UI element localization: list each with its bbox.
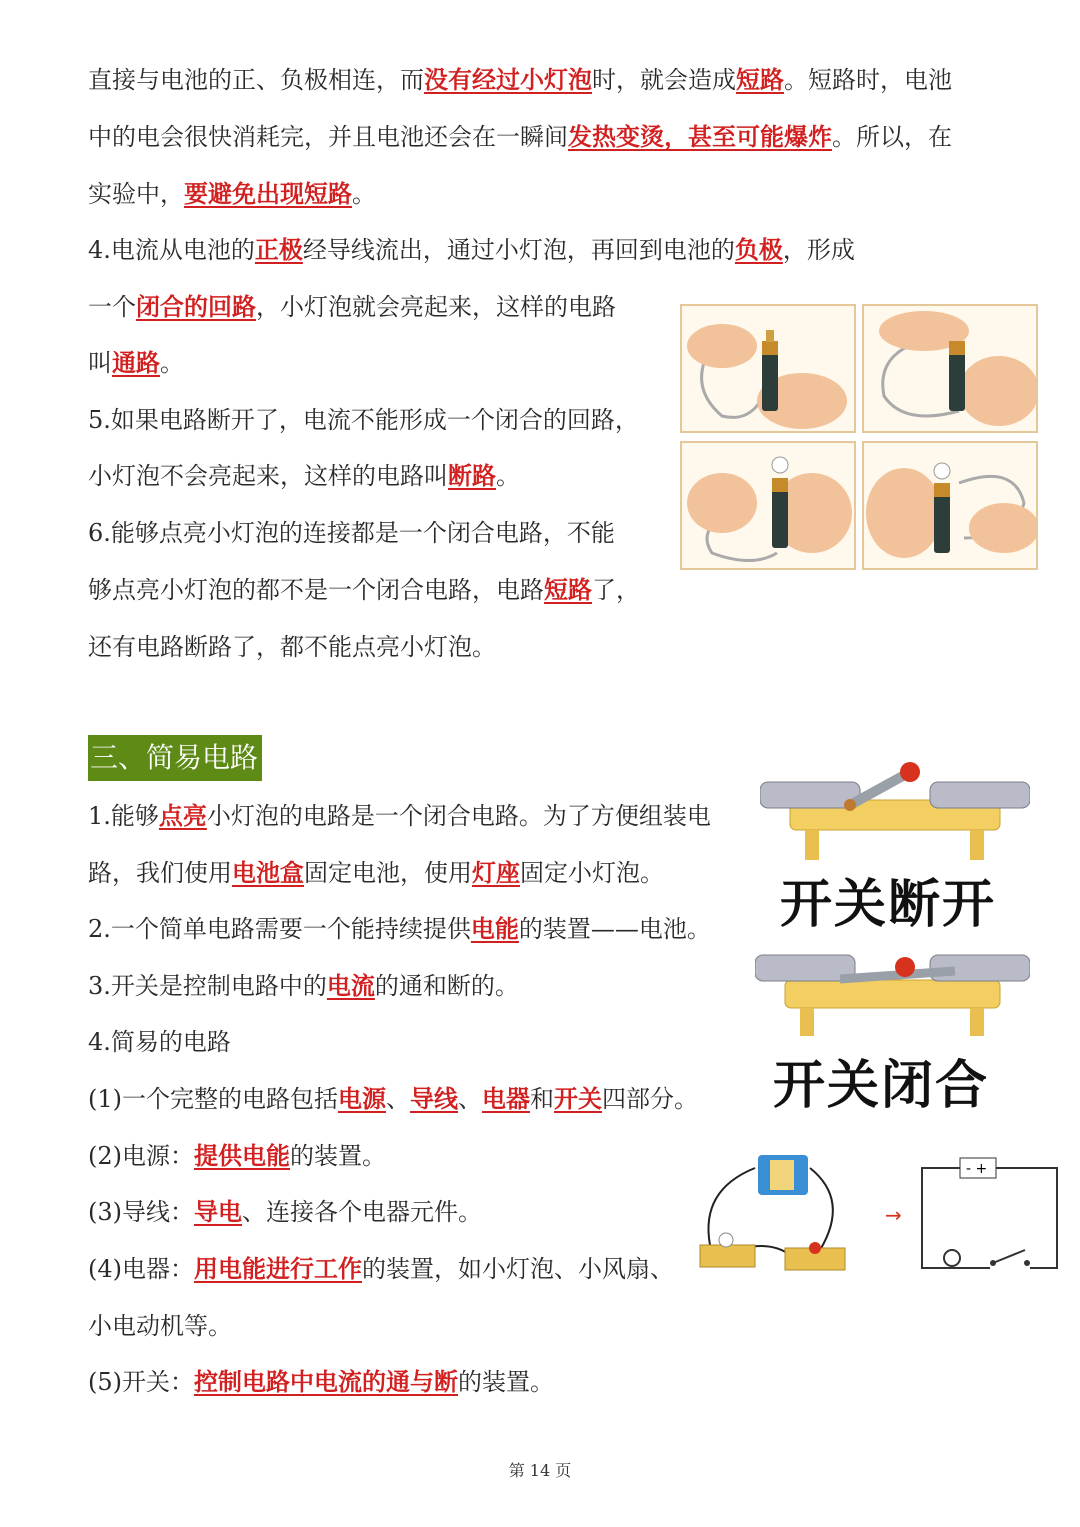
text-line: [88, 574, 640, 606]
body-text: 。短路时，电池: [784, 66, 952, 94]
body-text: 小电动机等。: [88, 1312, 232, 1340]
text-line: [88, 1196, 482, 1228]
text-line: [88, 1253, 674, 1285]
key-term: 灯座: [472, 858, 520, 887]
text-line: [88, 1366, 554, 1398]
body-text: 够点亮小灯泡的都不是一个闭合电路，电路: [88, 576, 544, 604]
text-line: [88, 178, 376, 210]
body-text: 和: [530, 1085, 554, 1113]
body-text: 4.简易的电路: [88, 1028, 231, 1056]
text-line: [88, 913, 711, 945]
body-text: 时，就会造成: [592, 66, 736, 94]
body-text: 2.一个简单电路需要一个能持续提供: [88, 915, 471, 943]
text-line: [88, 800, 711, 832]
body-text: (4)电器：: [88, 1255, 194, 1283]
key-term: 点亮: [158, 801, 207, 830]
body-text: (2)电源：: [88, 1142, 194, 1170]
key-term: 负极: [734, 235, 783, 264]
body-text: 3.开关是控制电路中的: [88, 972, 327, 1000]
body-text: 一个: [88, 293, 136, 321]
battery-connection-image: [862, 441, 1038, 570]
body-text: (5)开关：: [88, 1368, 194, 1396]
text-line: [88, 460, 520, 492]
body-text: 的装置。: [458, 1368, 554, 1396]
text-line: [88, 1140, 386, 1172]
key-term: 要避免出现短路: [184, 179, 352, 208]
body-text: 的装置，如小灯泡、小风扇、: [362, 1255, 674, 1283]
text-line: [88, 234, 855, 266]
text-line: [88, 517, 615, 549]
body-text: 1.能够: [88, 802, 159, 830]
body-text: 中的电会很快消耗完，并且电池还会在一瞬间: [88, 123, 568, 151]
key-term: 断路: [448, 461, 496, 490]
switch-open-label: 开关断开: [780, 875, 997, 935]
key-term: 用电能进行工作: [194, 1254, 362, 1283]
key-term: 短路: [544, 575, 592, 604]
body-text: 实验中，: [88, 180, 184, 208]
text-line: [88, 1083, 698, 1115]
key-term: 导电: [194, 1197, 242, 1226]
text-line: [88, 404, 639, 436]
key-term: 控制电路中电流的通与断: [194, 1367, 458, 1396]
body-text: 还有电路断路了，都不能点亮小灯泡。: [88, 633, 496, 661]
body-text: 固定小灯泡。: [520, 859, 664, 887]
body-text: 直接与电池的正、负极相连，而: [88, 66, 424, 94]
body-text: 。: [352, 180, 376, 208]
key-term: 电能: [470, 914, 519, 943]
key-term: 导线: [410, 1084, 458, 1113]
key-term: 发热变烫，甚至可能爆炸: [568, 122, 832, 151]
key-term: 电器: [482, 1084, 530, 1113]
svg-text:- +: - +: [966, 1161, 988, 1177]
body-text: 的装置——电池。: [518, 915, 711, 943]
key-term: 通路: [112, 348, 160, 377]
section-heading: 三、简易电路: [88, 735, 262, 781]
body-text: 。: [160, 349, 184, 377]
body-text: (3)导线：: [88, 1198, 194, 1226]
battery-connection-image: [680, 304, 856, 433]
body-text: 、: [386, 1085, 410, 1113]
body-text: 6.能够点亮小灯泡的连接都是一个闭合电路，不能: [88, 519, 615, 547]
body-text: 经导线流出，通过小灯泡，再回到电池的: [302, 236, 735, 264]
body-text: (1)一个完整的电路包括: [88, 1085, 338, 1113]
text-line: [88, 291, 616, 323]
body-text: 小灯泡的电路是一个闭合电路。为了方便组装电: [206, 802, 711, 830]
body-text: 5.如果电路断开了，电流不能形成一个闭合的回路，: [88, 406, 639, 434]
body-text: 、: [458, 1085, 482, 1113]
svg-text:→: →: [885, 1203, 902, 1227]
body-text: 叫: [88, 349, 112, 377]
key-term: 正极: [254, 235, 303, 264]
body-text: ，形成: [782, 236, 855, 264]
text-line: [88, 631, 496, 663]
body-text: 。: [496, 462, 520, 490]
text-line: [88, 1310, 232, 1342]
text-line: [88, 64, 952, 96]
body-text: 的通和断的。: [374, 972, 519, 1000]
body-text: ，小灯泡就会亮起来，这样的电路: [256, 293, 616, 321]
key-term: 电池盒: [232, 858, 304, 887]
text-line: [88, 347, 184, 379]
text-line: [88, 121, 952, 153]
page-number: 第 14 页: [508, 1461, 572, 1480]
body-text: 4.电流从电池的: [88, 236, 255, 264]
key-term: 电流: [326, 971, 375, 1000]
key-term: 短路: [736, 65, 784, 94]
body-text: 、连接各个电器元件。: [242, 1198, 482, 1226]
battery-connection-image: [862, 304, 1038, 433]
body-text: 了，: [592, 576, 640, 604]
body-text: 固定电池，使用: [304, 859, 472, 887]
text-line: [88, 970, 519, 1002]
text-line: [88, 1026, 231, 1058]
switch-closed-image: [755, 945, 1030, 1040]
key-term: 电源: [338, 1084, 386, 1113]
body-text: 的装置。: [290, 1142, 386, 1170]
key-term: 提供电能: [194, 1141, 290, 1170]
key-term: 没有经过小灯泡: [424, 65, 592, 94]
key-term: 闭合的回路: [136, 292, 256, 321]
text-line: [88, 857, 664, 889]
battery-connection-image: [680, 441, 856, 570]
switch-open-image: [760, 760, 1030, 870]
key-term: 开关: [554, 1084, 602, 1113]
circuit-diagram-image: [690, 1150, 1065, 1285]
body-text: 小灯泡不会亮起来，这样的电路叫: [88, 462, 448, 490]
switch-closed-label: 开关闭合: [773, 1056, 990, 1116]
body-text: 四部分。: [602, 1085, 698, 1113]
body-text: 路，我们使用: [88, 859, 232, 887]
body-text: 。所以，在: [832, 123, 952, 151]
